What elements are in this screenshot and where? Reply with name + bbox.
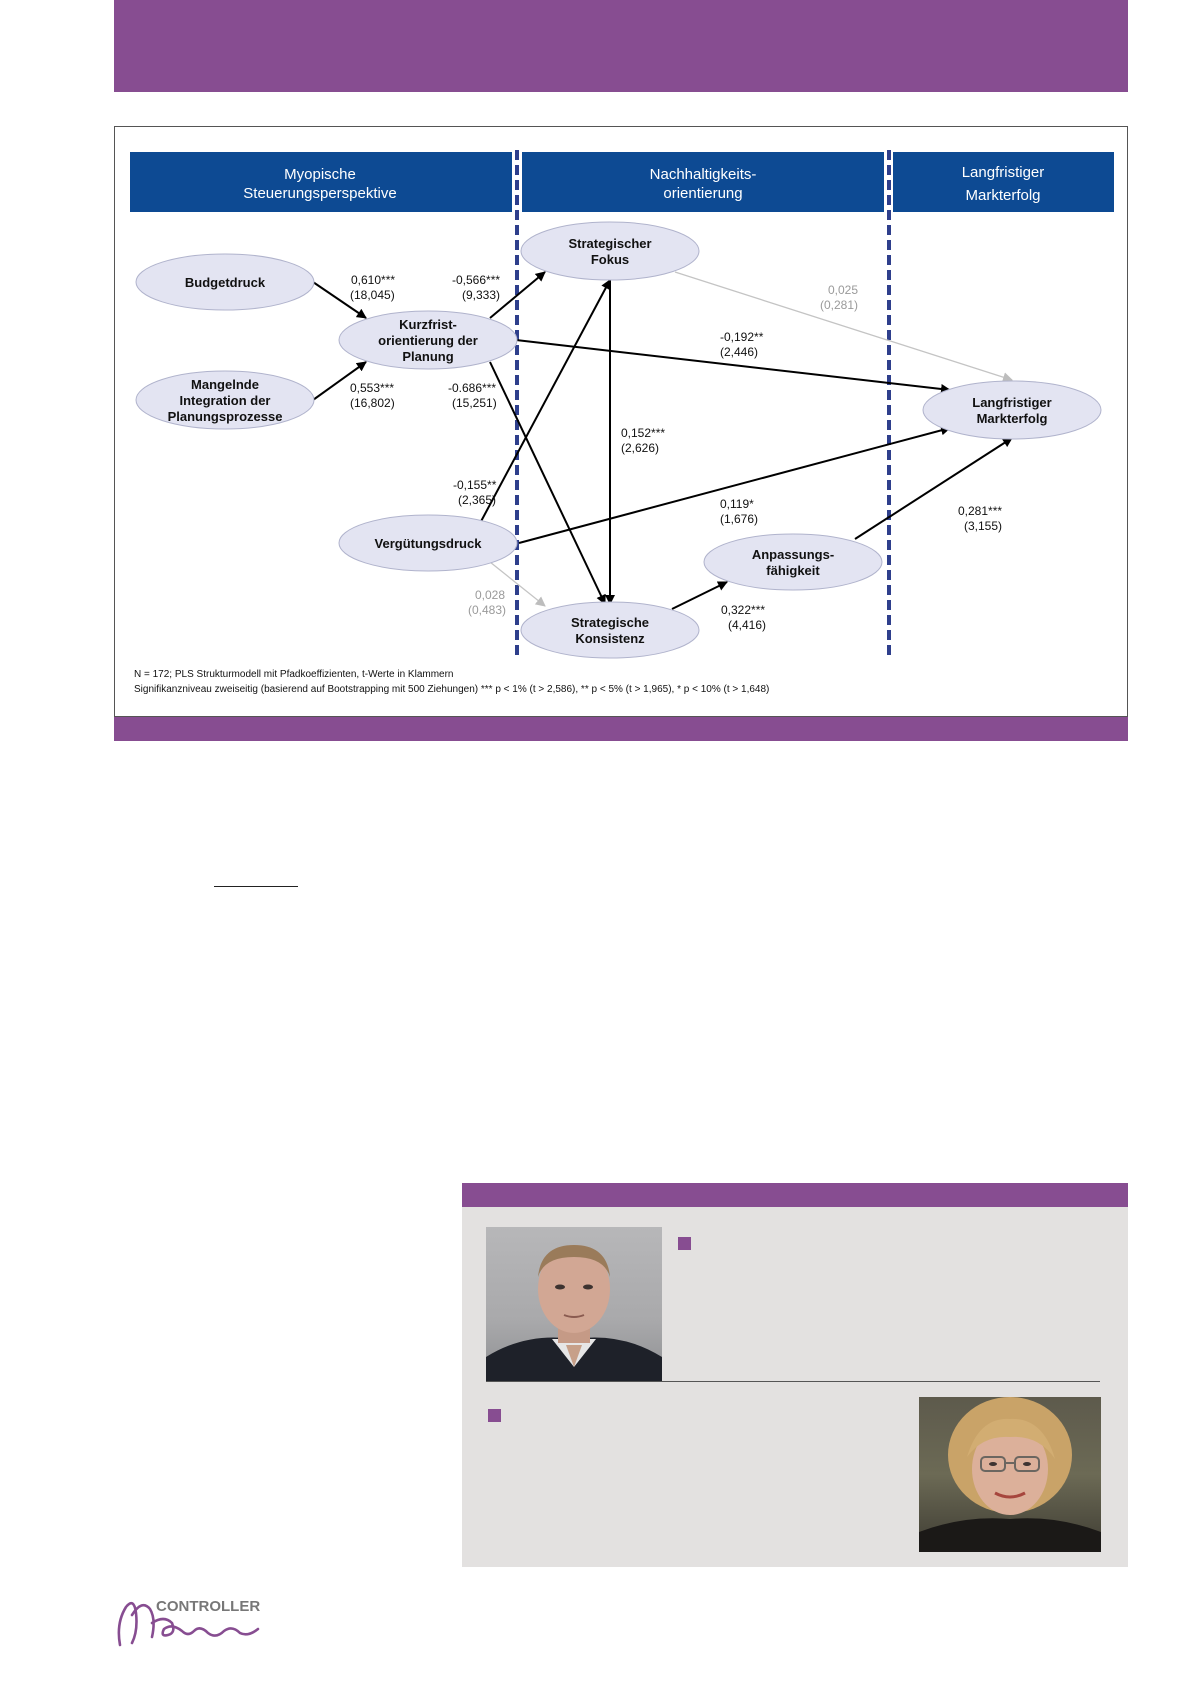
header-sustainability-line1: Nachhaltigkeits-: [649, 166, 757, 183]
coef-verguetung-fokus: -0,155**: [453, 478, 497, 492]
coef-integration-kurzfrist-t: (16,802): [350, 396, 395, 410]
coef-anpassung-markterfolg-t: (3,155): [964, 519, 1003, 533]
controller-magazin-logo: [112, 1593, 262, 1653]
coef-kurzfrist-markterfolg-t: (2,446): [720, 345, 759, 359]
node-langfristiger-markterfolg: [923, 381, 1101, 439]
diagram-note-1: N = 172; PLS Strukturmodell mit Pfadkoeffizienten, t-Werte in Klammern: [134, 669, 454, 680]
logo-word: CONTROLLER: [156, 1598, 261, 1615]
node-kurzfrist-label-1: Kurzfrist-: [399, 317, 457, 332]
coef-verguetung-markterfolg-t: (1,676): [720, 512, 759, 526]
coef-kurzfrist-konsistenz: -0.686***: [448, 381, 497, 395]
author-divider: [486, 1381, 1100, 1382]
coef-konsistenz-anpassung: 0,322***: [721, 603, 766, 617]
node-kurzfrist-label-3: Planung: [402, 349, 454, 364]
coef-verguetung-konsistenz: 0,028: [475, 588, 506, 602]
node-anpassungsfaehigkeit: [704, 534, 882, 590]
author-photo-2: [919, 1397, 1101, 1552]
author-box-header-bar: [462, 1183, 1128, 1207]
coef-budget-kurzfrist-t: (18,045): [350, 288, 395, 302]
node-budgetdruck-label: Budgetdruck: [184, 275, 266, 290]
coef-verguetung-markterfolg: 0,119*: [720, 497, 754, 511]
author-photo-1: [486, 1227, 662, 1382]
node-markterfolg-label-2: Markterfolg: [976, 411, 1048, 426]
coef-fokus-konsistenz-t: (2,626): [621, 441, 660, 455]
coef-kurzfrist-fokus: -0,566***: [452, 273, 501, 287]
node-strategischer-fokus: [521, 222, 699, 280]
header-market-line1: Langfristiger: [961, 164, 1045, 181]
coef-verguetung-fokus-t: (2,365): [458, 493, 497, 507]
node-integration-label-3: Planungsprozesse: [167, 409, 283, 424]
node-strategische-konsistenz: [521, 602, 699, 658]
coef-fokus-markterfolg: 0,025: [828, 283, 859, 297]
node-fokus-label-1: Strategischer: [568, 236, 652, 251]
author-2-bullet: [488, 1409, 501, 1422]
coef-konsistenz-anpassung-t: (4,416): [728, 618, 767, 632]
node-integration-label-2: Integration der: [179, 393, 271, 408]
node-anpassung-label-1: Anpassungs-: [751, 547, 835, 562]
header-myopic-line2: Steuerungsperspektive: [243, 185, 397, 202]
coef-kurzfrist-fokus-t: (9,333): [462, 288, 501, 302]
coef-integration-kurzfrist: 0,553***: [350, 381, 395, 395]
structural-model-diagram: [0, 0, 1196, 760]
node-verguetung-label: Vergütungsdruck: [374, 536, 482, 551]
header-sustainability-line2: orientierung: [663, 185, 743, 202]
diagram-note-2: Signifikanzniveau zweiseitig (basierend auf Bootstrapping mit 500 Ziehungen) *** p < 1% (t > 2,586), ** p < 5% (t > 1,965), * p < 10% (t > 1,648): [134, 684, 770, 695]
node-konsistenz-label-2: Konsistenz: [575, 631, 645, 646]
header-market-line2: Markterfolg: [965, 187, 1041, 204]
header-myopic-line1: Myopische: [284, 166, 356, 183]
coef-kurzfrist-konsistenz-t: (15,251): [452, 396, 497, 410]
coef-fokus-konsistenz: 0,152***: [621, 426, 666, 440]
path-konsistenz-anpassung: [672, 582, 727, 609]
footnote-separator: [214, 886, 298, 887]
path-verguetung-fokus: [478, 280, 610, 527]
node-integration-label-1: Mangelnde: [191, 377, 259, 392]
node-markterfolg-label-1: Langfristiger: [972, 395, 1052, 410]
node-fokus-label-2: Fokus: [590, 252, 630, 267]
node-anpassung-label-2: fähigkeit: [766, 563, 820, 578]
node-konsistenz-label-1: Strategische: [570, 615, 650, 630]
node-kurzfrist-label-2: orientierung der: [378, 333, 478, 348]
coef-verguetung-konsistenz-t: (0,483): [468, 603, 507, 617]
coef-budget-kurzfrist: 0,610***: [351, 273, 396, 287]
coef-fokus-markterfolg-t: (0,281): [820, 298, 859, 312]
author-1-bullet: [678, 1237, 691, 1250]
coef-kurzfrist-markterfolg: -0,192**: [720, 330, 764, 344]
coef-anpassung-markterfolg: 0,281***: [958, 504, 1003, 518]
